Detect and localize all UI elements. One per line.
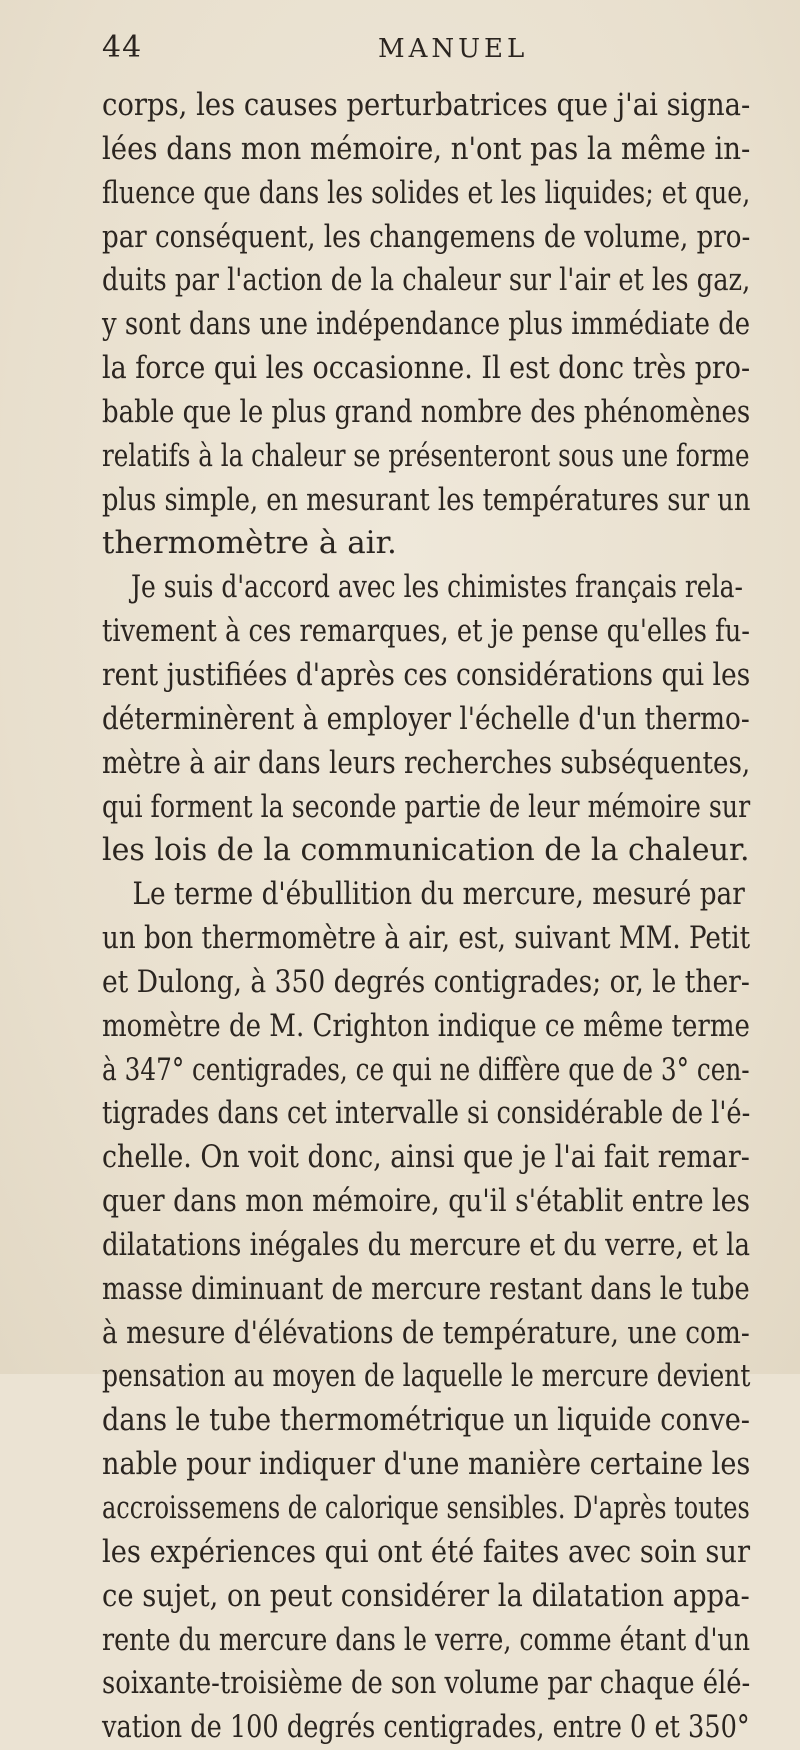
text-line: pensation au moyen de laquelle le mercure devient	[102, 1358, 751, 1395]
text-line: soixante-troisième de son volume par chaque élé-	[102, 1665, 751, 1702]
text-line: dilatations inégales du mercure et du verre, et la	[102, 1226, 750, 1263]
text-line: les lois de la communication de la chaleur.	[102, 832, 750, 869]
running-head	[102, 30, 742, 70]
text-line: à 347° centigrades, ce qui ne diffère que de 3° cen-	[102, 1051, 750, 1088]
text-line: déterminèrent à employer l'échelle d'un thermo-	[102, 700, 750, 737]
text-line: corps, les causes perturbatrices que j'ai signa-	[102, 87, 751, 123]
text-line: rent justifiées d'après ces considérations qui les	[102, 656, 751, 693]
text-line: un bon thermomètre à air, est, suivant MM. Petit	[102, 920, 751, 957]
text-line: quer dans mon mémoire, qu'il s'établit entre les	[102, 1183, 751, 1220]
text-line: tivement à ces remarques, et je pense qu'elles fu-	[102, 613, 750, 650]
body-text	[102, 84, 750, 1750]
text-line: qui forment la seconde partie de leur mémoire sur	[102, 788, 751, 825]
text-line: mètre à air dans leurs recherches subséquentes,	[102, 744, 751, 781]
text-line: plus simple, en mesurant les températures sur un	[102, 481, 751, 518]
text-line: à mesure d'élévations de température, une com-	[102, 1314, 750, 1351]
text-line: masse diminuant de mercure restant dans le tube	[102, 1270, 750, 1307]
text-line: rente du mercure dans le verre, comme étant d'un	[102, 1621, 750, 1658]
text-line: accroissemens de calorique sensibles. D'après toutes	[102, 1490, 750, 1526]
text-line: duits par l'action de la chaleur sur l'air et les gaz,	[102, 262, 751, 299]
text-line: lées dans mon mémoire, n'ont pas la même in-	[102, 130, 751, 167]
text-line: thermomètre à air.	[102, 525, 397, 562]
paragraph-start-line: Le terme d'ébullition du mercure, mesuré par	[132, 876, 745, 913]
text-line: nable pour indiquer d'une manière certaine les	[102, 1446, 751, 1483]
text-line: vation de 100 degrés centigrades, entre 0 et 350°	[102, 1709, 750, 1746]
text-line: relatifs à la chaleur se présenteront sous une forme	[102, 437, 750, 474]
paragraph-start-line: Je suis d'accord avec les chimistes français rela-	[130, 569, 743, 606]
text-line: tigrades dans cet intervalle si considérable de l'é-	[102, 1095, 751, 1132]
text-line: et Dulong, à 350 degrés contigrades; or, le ther-	[102, 963, 750, 1000]
text-line: bable que le plus grand nombre des phénomènes	[102, 393, 751, 430]
page-number: 44	[102, 30, 143, 65]
running-title: MANUEL	[378, 34, 529, 64]
text-line: chelle. On voit donc, ainsi que je l'ai fait remar-	[102, 1139, 750, 1176]
text-line: par conséquent, les changemens de volume, pro-	[102, 218, 751, 255]
text-line: dans le tube thermométrique un liquide conve-	[102, 1402, 750, 1439]
text-line: y sont dans une indépendance plus immédiate de	[102, 306, 751, 343]
text-line: la force qui les occasionne. Il est donc très pro-	[102, 350, 751, 387]
text-line: momètre de M. Crighton indique ce même terme	[102, 1007, 750, 1044]
text-line: fluence que dans les solides et les liquides; et que,	[102, 174, 751, 211]
text-line: ce sujet, on peut considérer la dilatation appa-	[102, 1577, 750, 1614]
text-line: les expériences qui ont été faites avec soin sur	[102, 1533, 751, 1570]
